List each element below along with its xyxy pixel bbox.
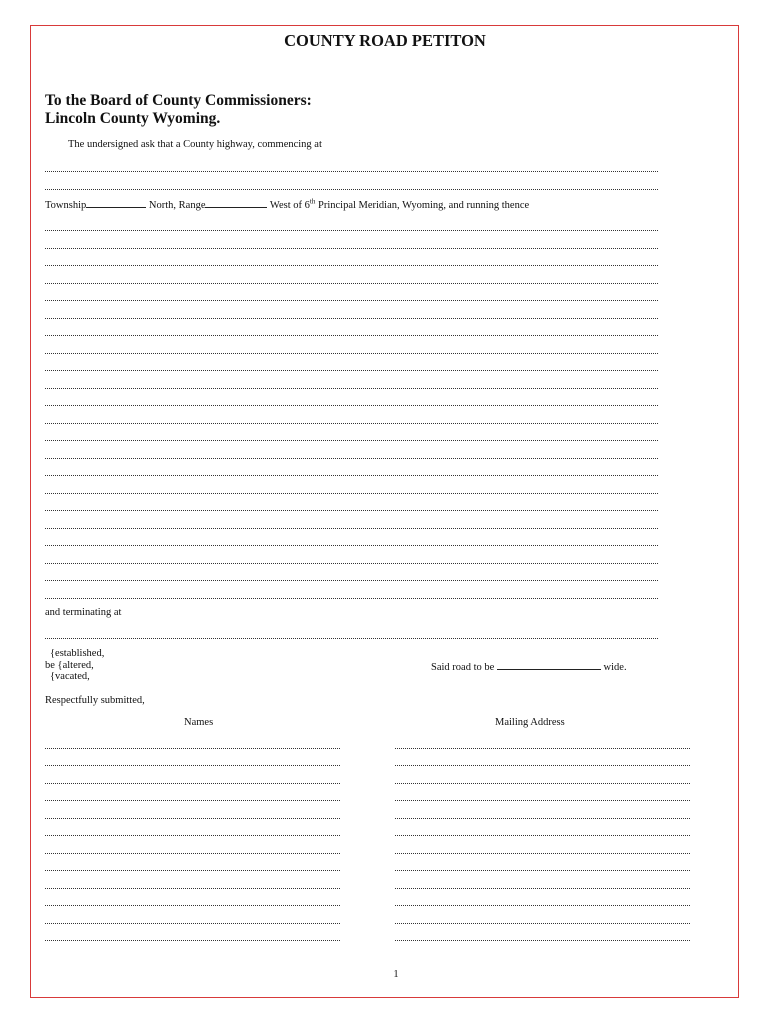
address-line[interactable] (395, 888, 690, 889)
terminating-label: and terminating at (45, 607, 122, 618)
route-line[interactable] (45, 318, 658, 319)
route-line[interactable] (45, 440, 658, 441)
route-line[interactable] (45, 423, 658, 424)
ordinal-superscript: th (309, 197, 316, 206)
route-line[interactable] (45, 458, 658, 459)
road-width-field[interactable] (497, 660, 601, 670)
route-line[interactable] (45, 388, 658, 389)
name-line[interactable] (45, 835, 340, 836)
address-column-header: Mailing Address (495, 717, 565, 728)
commencing-line[interactable] (45, 171, 658, 172)
address-line[interactable] (395, 905, 690, 906)
addressee-line-1: To the Board of County Commissioners: (45, 92, 312, 109)
address-line[interactable] (395, 783, 690, 784)
option-altered: be {altered, (45, 660, 94, 671)
road-width-line (431, 660, 627, 673)
route-line[interactable] (45, 475, 658, 476)
address-line[interactable] (395, 818, 690, 819)
address-line[interactable] (395, 748, 690, 749)
option-established: {established, (50, 648, 105, 659)
name-line[interactable] (45, 783, 340, 784)
name-line[interactable] (45, 905, 340, 906)
meridian-label: Principal Meridian, Wyoming, and running thence (315, 200, 530, 211)
route-line[interactable] (45, 598, 658, 599)
route-line[interactable] (45, 230, 658, 231)
north-range-label: North, Range (146, 200, 206, 211)
route-line[interactable] (45, 265, 658, 266)
address-line[interactable] (395, 940, 690, 941)
route-line[interactable] (45, 353, 658, 354)
address-line[interactable] (395, 853, 690, 854)
route-line[interactable] (45, 580, 658, 581)
name-line[interactable] (45, 800, 340, 801)
road-width-prefix: Said road to be (431, 662, 497, 673)
range-field[interactable] (205, 198, 267, 208)
address-line[interactable] (395, 765, 690, 766)
name-line[interactable] (45, 870, 340, 871)
name-line[interactable] (45, 888, 340, 889)
route-line[interactable] (45, 370, 658, 371)
name-line[interactable] (45, 748, 340, 749)
document-title: COUNTY ROAD PETITON (284, 31, 486, 50)
address-line[interactable] (395, 835, 690, 836)
option-vacated: {vacated, (50, 671, 90, 682)
route-line[interactable] (45, 300, 658, 301)
route-line[interactable] (45, 248, 658, 249)
name-line[interactable] (45, 818, 340, 819)
route-line[interactable] (45, 510, 658, 511)
commencing-line[interactable] (45, 189, 658, 190)
name-line[interactable] (45, 853, 340, 854)
township-field[interactable] (86, 198, 146, 208)
route-line[interactable] (45, 563, 658, 564)
route-line[interactable] (45, 335, 658, 336)
respectfully-submitted: Respectfully submitted, (45, 695, 145, 706)
name-line[interactable] (45, 923, 340, 924)
address-line[interactable] (395, 870, 690, 871)
addressee-line-2: Lincoln County Wyoming. (45, 110, 221, 127)
township-line (45, 198, 529, 211)
west-of-label: West of 6 (267, 200, 310, 211)
route-line[interactable] (45, 493, 658, 494)
route-line[interactable] (45, 545, 658, 546)
route-line[interactable] (45, 283, 658, 284)
name-line[interactable] (45, 940, 340, 941)
address-line[interactable] (395, 923, 690, 924)
address-line[interactable] (395, 800, 690, 801)
intro-text: The undersigned ask that a County highway, commencing at (68, 139, 322, 150)
road-width-suffix: wide. (600, 662, 627, 673)
township-label: Township (45, 200, 87, 211)
page-number: 1 (393, 969, 399, 980)
name-line[interactable] (45, 765, 340, 766)
route-line[interactable] (45, 528, 658, 529)
terminating-line[interactable] (45, 638, 658, 639)
route-line[interactable] (45, 405, 658, 406)
names-column-header: Names (184, 717, 214, 728)
